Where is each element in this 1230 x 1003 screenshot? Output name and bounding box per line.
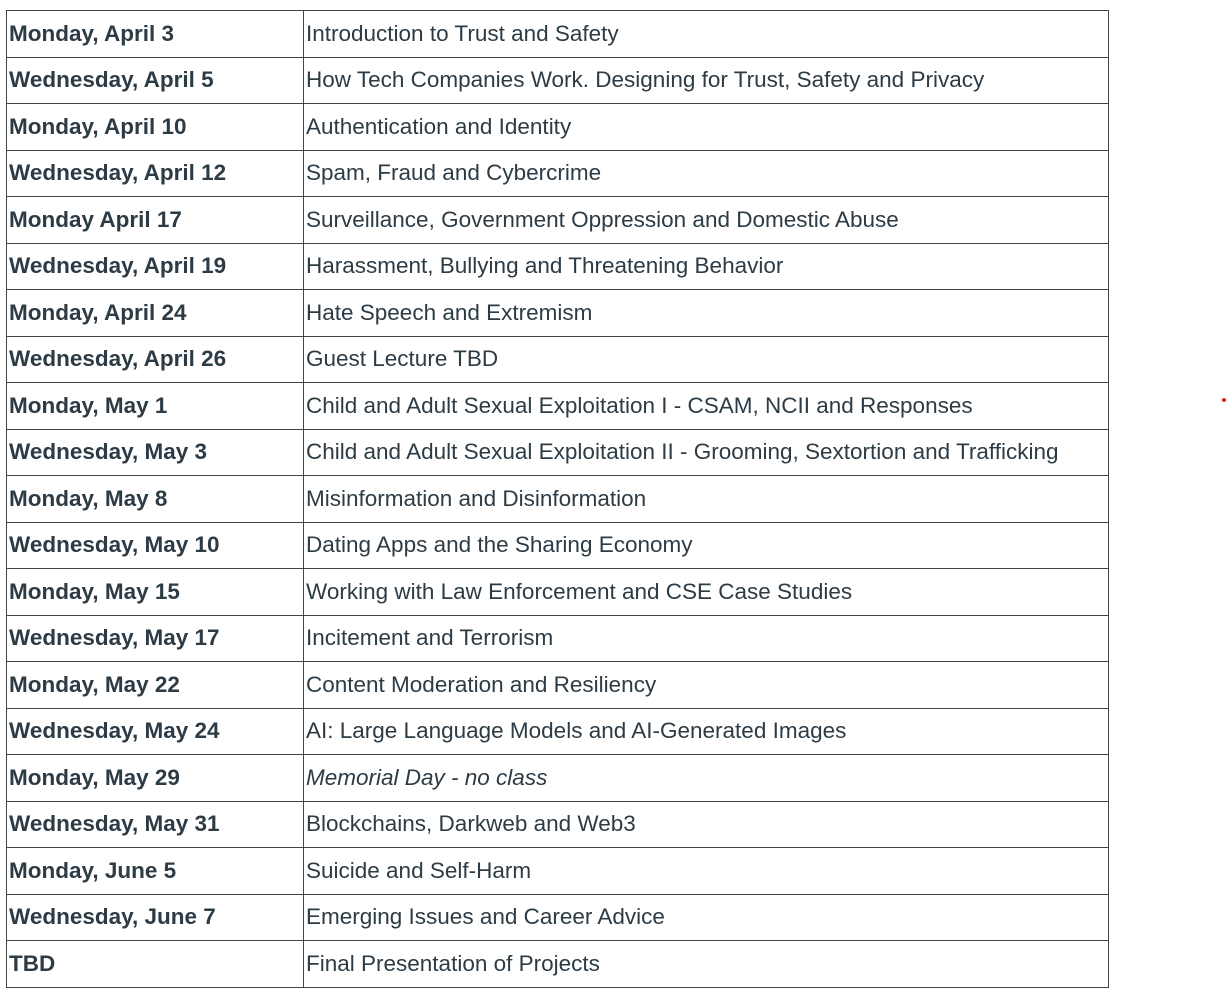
table-row: [7, 569, 1109, 616]
table-row: [7, 708, 1109, 755]
topic-cell: Misinformation and Disinformation: [304, 476, 1109, 523]
table-row: [7, 11, 1109, 58]
table-row: [7, 522, 1109, 569]
date-cell: Wednesday, April 26: [7, 336, 304, 383]
date-cell: Wednesday, June 7: [7, 894, 304, 941]
date-cell: Monday, April 10: [7, 104, 304, 151]
table-row: [7, 662, 1109, 709]
date-cell: Monday, June 5: [7, 848, 304, 895]
table-row: [7, 57, 1109, 104]
topic-cell: Introduction to Trust and Safety: [304, 11, 1109, 58]
date-cell: Monday, May 1: [7, 383, 304, 430]
table-row: [7, 941, 1109, 988]
schedule-table: [6, 10, 1109, 988]
table-row: [7, 755, 1109, 802]
date-cell: Wednesday, May 17: [7, 615, 304, 662]
topic-cell: Hate Speech and Extremism: [304, 290, 1109, 337]
date-cell: Wednesday, May 24: [7, 708, 304, 755]
topic-cell: Spam, Fraud and Cybercrime: [304, 150, 1109, 197]
date-cell: Wednesday, May 3: [7, 429, 304, 476]
date-cell: Monday, May 22: [7, 662, 304, 709]
stray-dot: [1222, 398, 1226, 402]
date-cell: Monday, April 3: [7, 11, 304, 58]
date-cell: TBD: [7, 941, 304, 988]
topic-cell: Final Presentation of Projects: [304, 941, 1109, 988]
date-cell: Monday, May 29: [7, 755, 304, 802]
topic-cell: How Tech Companies Work. Designing for Trust, Safety and Privacy: [304, 57, 1109, 104]
date-cell: Wednesday, May 31: [7, 801, 304, 848]
table-row: [7, 894, 1109, 941]
topic-cell: Content Moderation and Resiliency: [304, 662, 1109, 709]
topic-cell: Suicide and Self-Harm: [304, 848, 1109, 895]
date-cell: Wednesday, May 10: [7, 522, 304, 569]
date-cell: Wednesday, April 5: [7, 57, 304, 104]
table-row: [7, 848, 1109, 895]
topic-cell: AI: Large Language Models and AI-Generated Images: [304, 708, 1109, 755]
topic-cell: Dating Apps and the Sharing Economy: [304, 522, 1109, 569]
topic-cell: Child and Adult Sexual Exploitation I - CSAM, NCII and Responses: [304, 383, 1109, 430]
table-row: [7, 150, 1109, 197]
topic-cell: Guest Lecture TBD: [304, 336, 1109, 383]
schedule-table-body: [7, 11, 1109, 988]
date-cell: Monday, May 15: [7, 569, 304, 616]
table-row: [7, 290, 1109, 337]
topic-cell: Harassment, Bullying and Threatening Behavior: [304, 243, 1109, 290]
date-cell: Wednesday, April 12: [7, 150, 304, 197]
table-row: [7, 615, 1109, 662]
topic-cell: Working with Law Enforcement and CSE Case Studies: [304, 569, 1109, 616]
table-row: [7, 429, 1109, 476]
table-row: [7, 197, 1109, 244]
date-cell: Monday April 17: [7, 197, 304, 244]
table-row: [7, 104, 1109, 151]
topic-cell: Child and Adult Sexual Exploitation II - Grooming, Sextortion and Trafficking: [304, 429, 1109, 476]
table-row: [7, 243, 1109, 290]
topic-cell-no-class: Memorial Day - no class: [304, 755, 1109, 802]
topic-cell: Blockchains, Darkweb and Web3: [304, 801, 1109, 848]
date-cell: Monday, April 24: [7, 290, 304, 337]
topic-cell: Authentication and Identity: [304, 104, 1109, 151]
date-cell: Wednesday, April 19: [7, 243, 304, 290]
table-row: [7, 476, 1109, 523]
topic-cell: Surveillance, Government Oppression and Domestic Abuse: [304, 197, 1109, 244]
table-row: [7, 801, 1109, 848]
table-row: [7, 336, 1109, 383]
date-cell: Monday, May 8: [7, 476, 304, 523]
topic-cell: Emerging Issues and Career Advice: [304, 894, 1109, 941]
topic-cell: Incitement and Terrorism: [304, 615, 1109, 662]
table-row: [7, 383, 1109, 430]
